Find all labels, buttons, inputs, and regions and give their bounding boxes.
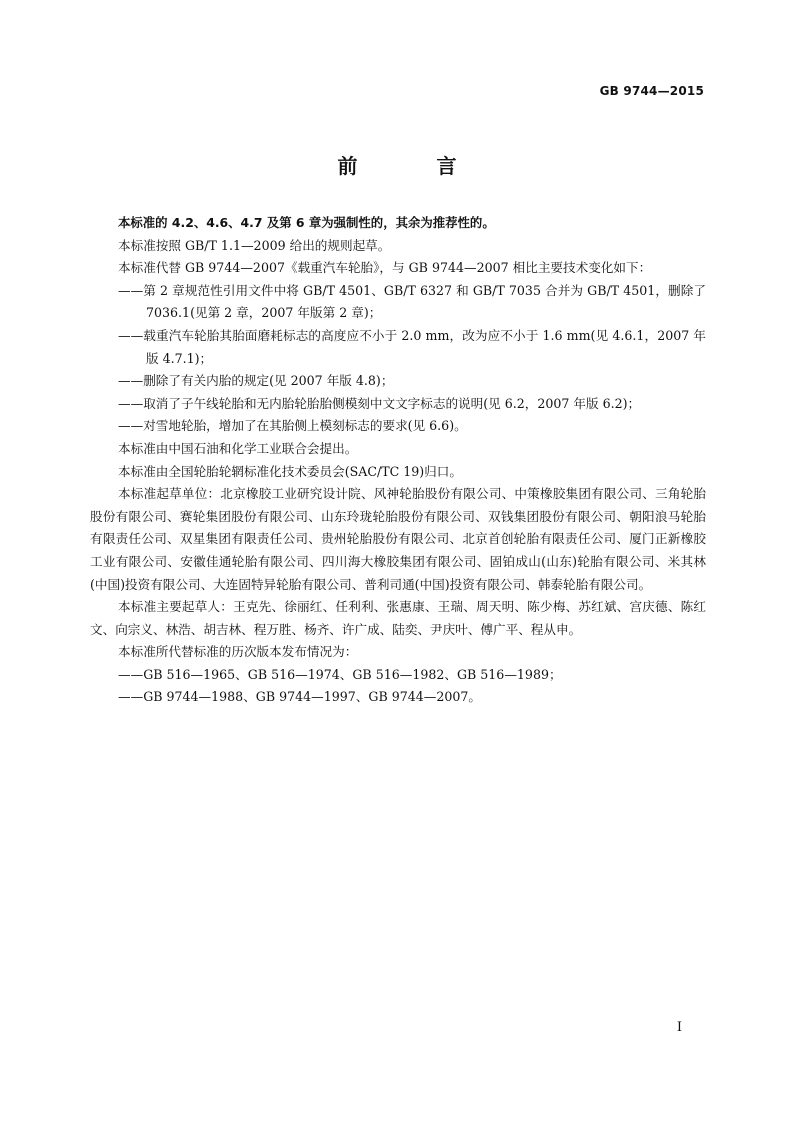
- change-item: ——第 2 章规范性引用文件中将 GB/T 4501、GB/T 6327 和 GB/T 7035 合并为 GB/T 4501，删除了 7036.1(见第 2 章，2007 年版第 2 章)；: [118, 282, 706, 321]
- change-item: ——删除了有关内胎的规定(见 2007 年版 4.8)；: [118, 373, 394, 389]
- edition-item: ——GB 9744—1988、GB 9744—1997、GB 9744—2007。: [118, 689, 482, 705]
- paragraph-drafters: 本标准主要起草人：王克先、徐丽红、任利利、张惠康、王瑞、周天明、陈少梅、苏红斌、宫庆德、陈红文、向宗义、林浩、胡吉林、程万胜、杨齐、许广成、陆奕、尹庆叶、傅广平、程从申。: [90, 599, 706, 637]
- paragraph-previous-editions: 本标准所代替标准的历次版本发布情况为：: [118, 644, 358, 660]
- page-number: I: [676, 1020, 682, 1035]
- edition-item: ——GB 516—1965、GB 516—1974、GB 516—1982、GB 516—1989；: [118, 666, 562, 682]
- page-title: 前 言: [337, 154, 493, 178]
- change-item: ——对雪地轮胎，增加了在其胎侧上模刻标志的要求(见 6.6)。: [118, 418, 467, 434]
- paragraph-drafting-units: 本标准起草单位：北京橡胶工业研究设计院、风神轮胎股份有限公司、中策橡胶集团有限公司、三角轮胎股份有限公司、赛轮集团股份有限公司、山东玲珑轮胎股份有限公司、双钱集团股份有限公司、朝阳浪马轮胎有限责任公司、双星集团有限责任公司、贵州轮胎股份有限公司、北京首创轮胎有限责任公司、厦门正新橡胶工业有限公司、安徽佳通轮胎有限公司、四川海大橡胶集团有限公司、固铂成山(山东)轮胎有限公司、米其林(中国)投资有限公司、大连固特异轮胎有限公司、普利司通(中国)投资有限公司、韩泰轮胎有限公司。: [90, 486, 706, 592]
- standard-code: GB 9744—2015: [599, 84, 704, 98]
- paragraph-replaces: 本标准代替 GB 9744—2007《载重汽车轮胎》，与 GB 9744—2007 相比主要技术变化如下：: [118, 260, 652, 276]
- change-item: ——载重汽车轮胎其胎面磨耗标志的高度应不小于 2.0 mm，改为应不小于 1.6 mm(见 4.6.1，2007 年版 4.7.1)；: [118, 327, 706, 366]
- paragraph-mandatory-clauses: 本标准的 4.2、4.6、4.7 及第 6 章为强制性的，其余为推荐性的。: [118, 215, 495, 230]
- foreword-body: [90, 212, 706, 709]
- change-item: ——取消了子午线轮胎和无内胎轮胎胎侧模刻中文文字标志的说明(见 6.2，2007 年版 6.2)；: [118, 395, 641, 411]
- paragraph-committee: 本标准由全国轮胎轮辋标准化技术委员会(SAC/TC 19)归口。: [118, 463, 462, 479]
- paragraph-proposer: 本标准由中国石油和化学工业联合会提出。: [118, 440, 358, 456]
- paragraph-drafting-rules: 本标准按照 GB/T 1.1—2009 给出的规则起草。: [118, 237, 391, 253]
